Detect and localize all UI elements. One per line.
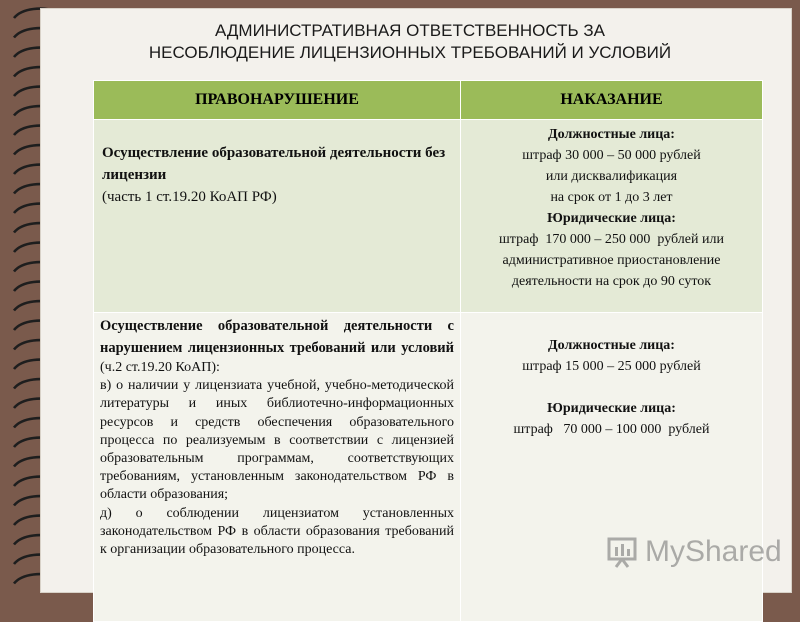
requirement-item: д) о соблюдении лицензиатом установленных законодательством РФ в области образования требований к организации образовательного процесса. (100, 505, 454, 558)
table-row (94, 313, 763, 622)
header-offense: ПРАВОНАРУШЕНИЕ (94, 81, 461, 120)
page-title (60, 20, 760, 64)
officials-label: Должностные лица: (548, 338, 675, 353)
officials-fine: штраф 15 000 – 25 000 рублей (522, 359, 701, 374)
legal-fine: штраф 170 000 – 250 000 рублей или (499, 232, 724, 247)
offense-cell (94, 120, 461, 313)
table-row (94, 120, 763, 313)
officials-extra: или дисквалификация (545, 169, 678, 184)
offense-reference: (ч.2 ст.19.20 КоАП): (100, 360, 220, 375)
legal-extra: деятельности на срок до 90 суток (511, 274, 712, 289)
table-header-row (94, 81, 763, 120)
officials-label: Должностные лица: (548, 127, 675, 142)
officials-fine: штраф 30 000 – 50 000 рублей (522, 148, 701, 163)
header-penalty: НАКАЗАНИЕ (461, 81, 763, 120)
penalty-cell (461, 120, 763, 313)
watermark (605, 535, 782, 569)
offense-name: Осуществление образовательной деятельности без лицензии (102, 145, 446, 183)
penalty-cell (461, 313, 763, 622)
officials-extra: на срок от 1 до 3 лет (550, 190, 673, 205)
offense-reference: (часть 1 ст.19.20 КоАП РФ) (102, 189, 277, 205)
legal-label: Юридические лица: (547, 401, 676, 416)
offense-name: Осуществление образовательной деятельности с нарушением лицензионных требований или условий (100, 318, 454, 356)
legal-extra: административное приостановление (502, 253, 721, 268)
title-line-2: НЕСОБЛЮДЕНИЕ ЛИЦЕНЗИОННЫХ ТРЕБОВАНИЙ И УСЛОВИЙ (148, 43, 672, 62)
title-line-1: АДМИНИСТРАТИВНАЯ ОТВЕТСТВЕННОСТЬ ЗА (215, 21, 605, 40)
presentation-icon (605, 535, 641, 569)
offense-cell (94, 313, 461, 622)
watermark-text: MyShared (645, 535, 782, 568)
requirement-item: в) о наличии у лицензиата учебной, учебно-методической литературы и иных библиотечно-информационных ресурсов и средств обеспечения образовательного процесса по реализуемым в соответствии с лицензией образовательным программам, соответствующих требованиям, установленным законодательством РФ в области образования; (100, 378, 454, 503)
legal-fine: штраф 70 000 – 100 000 рублей (513, 422, 710, 437)
legal-label: Юридические лица: (547, 211, 676, 226)
